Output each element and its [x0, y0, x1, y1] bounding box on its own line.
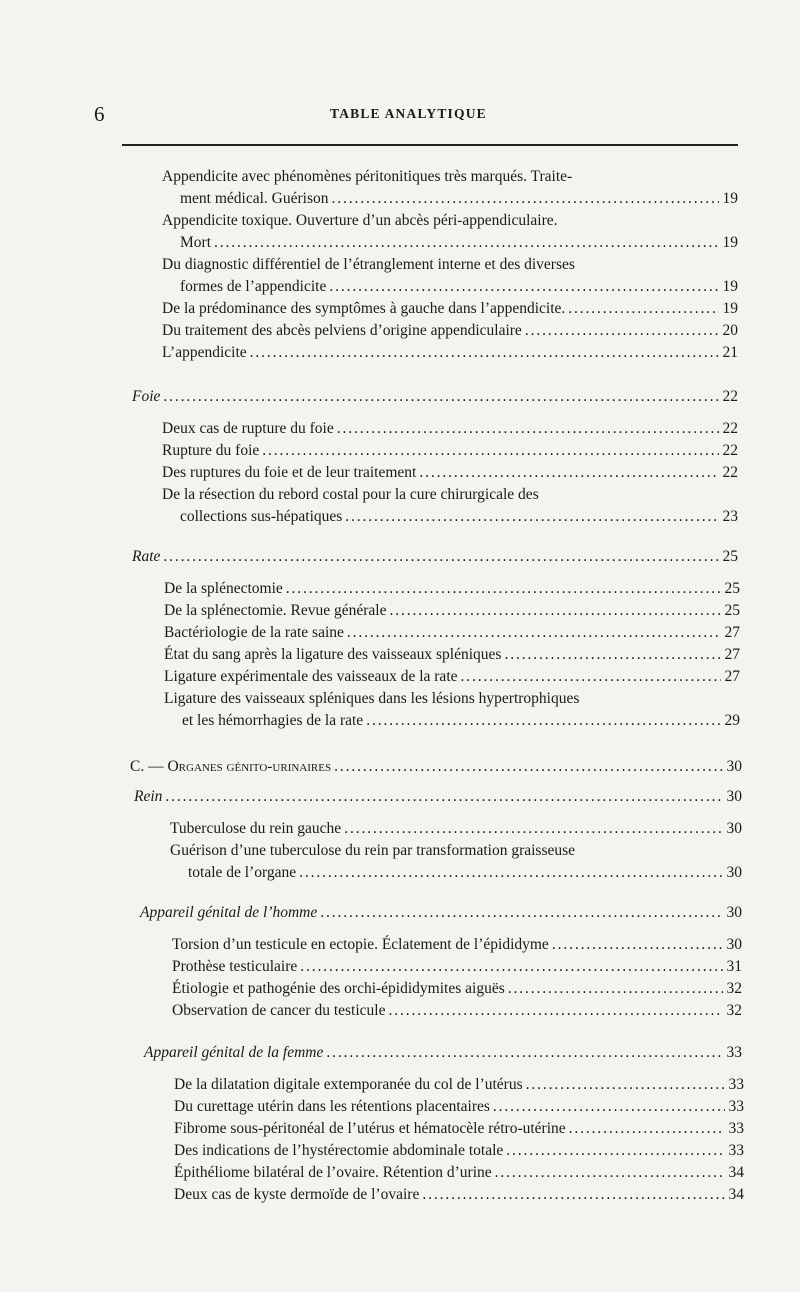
toc-entry-line	[130, 756, 742, 778]
dot-leader	[344, 818, 723, 840]
toc-entry-line	[162, 462, 738, 484]
dot-leader	[299, 862, 723, 884]
toc-page-number: 23	[722, 508, 738, 525]
toc-page-number: 30	[726, 788, 742, 805]
dot-leader	[495, 1162, 725, 1184]
dot-leader	[250, 342, 719, 364]
toc-section-title: Appareil génital de l’homme	[140, 904, 318, 921]
toc-entry	[172, 1000, 742, 1022]
dot-leader	[163, 546, 719, 568]
toc-entry-text: Deux cas de kyste dermoïde de l’ovaire	[174, 1186, 420, 1203]
toc-page-number: 20	[722, 322, 738, 339]
toc-entry-text: Étiologie et pathogénie des orchi-épididymites aiguës	[172, 980, 505, 997]
dot-leader	[334, 756, 723, 778]
dot-leader	[329, 276, 719, 298]
dot-leader	[320, 902, 723, 924]
toc-page-number: 34	[728, 1164, 744, 1181]
toc-entry-line	[162, 440, 738, 462]
toc-entry-text: ment médical. Guérison	[180, 190, 329, 207]
toc-entry	[162, 462, 738, 484]
header-rule	[122, 144, 738, 146]
dot-leader	[214, 232, 719, 254]
toc-entry-text: Deux cas de rupture du foie	[162, 420, 334, 437]
toc-entry	[174, 1140, 744, 1162]
toc-entry	[162, 166, 738, 210]
toc-entry-text: Du curettage utérin dans les rétentions placentaires	[174, 1098, 490, 1115]
toc-page-number: 32	[726, 1002, 742, 1019]
toc-entry-line	[174, 1184, 744, 1206]
toc-page-number: 30	[726, 864, 742, 881]
toc-entry-text: Prothèse testiculaire	[172, 958, 298, 975]
toc-entry-text: Fibrome sous-péritonéal de l’utérus et hématocèle rétro-utérine	[174, 1120, 566, 1137]
dot-leader	[345, 506, 719, 528]
toc-entry	[162, 298, 738, 320]
toc-entry	[132, 386, 738, 408]
toc-entry-text: Du traitement des abcès pelviens d’origine appendiculaire	[162, 322, 522, 339]
dot-leader	[262, 440, 719, 462]
toc-entry	[174, 1096, 744, 1118]
toc-page-number: 33	[728, 1120, 744, 1137]
toc-page-number: 33	[728, 1142, 744, 1159]
running-title: TABLE ANALYTIQUE	[330, 106, 487, 121]
dot-leader	[526, 1074, 725, 1096]
toc-entry-line	[164, 710, 740, 732]
toc-entry	[162, 342, 738, 364]
dot-leader	[300, 956, 723, 978]
toc-entry-line	[174, 1096, 744, 1118]
toc-entry	[164, 622, 740, 644]
toc-entry	[172, 934, 742, 956]
toc-entry-text: Épithéliome bilatéral de l’ovaire. Rétention d’urine	[174, 1164, 492, 1181]
toc-entry-line	[174, 1162, 744, 1184]
toc-entry-first-line: Du diagnostic différentiel de l’étranglement interne et des diverses	[162, 256, 575, 273]
toc-entry	[162, 418, 738, 440]
toc-entry-line	[174, 1140, 744, 1162]
toc-entry-line	[172, 1000, 742, 1022]
toc-page-number: 22	[722, 420, 738, 437]
toc-page-number: 25	[722, 548, 738, 565]
toc-page-number: 27	[724, 624, 740, 641]
toc-entry-line	[172, 934, 742, 956]
toc-entry	[164, 688, 740, 732]
toc-entry-first-line: Ligature des vaisseaux spléniques dans les lésions hypertrophiques	[164, 690, 580, 707]
toc-entry	[162, 254, 738, 298]
dot-leader	[390, 600, 722, 622]
toc-page-number: 29	[724, 712, 740, 729]
toc-page-number: 19	[722, 278, 738, 295]
toc-page-number: 22	[722, 388, 738, 405]
toc-entry-line	[162, 320, 738, 342]
toc-entry-text: Des indications de l’hystérectomie abdominale totale	[174, 1142, 504, 1159]
toc-entry	[164, 578, 740, 600]
dot-leader	[525, 320, 719, 342]
toc-entry-text: Ligature expérimentale des vaisseaux de la rate	[164, 668, 458, 685]
toc-page-number: 25	[724, 580, 740, 597]
toc-page-number: 32	[726, 980, 742, 997]
dot-leader	[461, 666, 721, 688]
toc-page-number: 33	[728, 1076, 744, 1093]
toc-entry-text: Des ruptures du foie et de leur traitement	[162, 464, 417, 481]
toc-entry-line	[144, 1042, 742, 1064]
toc-entry-line	[162, 276, 738, 298]
toc-page-number: 22	[722, 442, 738, 459]
toc-entry	[134, 786, 742, 808]
toc-entry	[174, 1074, 744, 1096]
toc-page-number: 19	[722, 300, 738, 317]
toc-entry-text: État du sang après la ligature des vaisseaux spléniques	[164, 646, 502, 663]
toc-entry-line	[164, 578, 740, 600]
toc-entry-line	[172, 956, 742, 978]
toc-page-number: 19	[722, 234, 738, 251]
toc-entry-line	[174, 1118, 744, 1140]
toc-entry-text: De la dilatation digitale extemporanée du col de l’utérus	[174, 1076, 523, 1093]
toc-entry-line	[164, 666, 740, 688]
toc-page-number: 21	[722, 344, 738, 361]
toc-entry-line	[164, 644, 740, 666]
toc-entry	[172, 956, 742, 978]
dot-leader	[493, 1096, 725, 1118]
dot-leader	[337, 418, 719, 440]
toc-page-number: 30	[726, 758, 742, 775]
dot-leader	[366, 710, 721, 732]
toc-page-number: 22	[722, 464, 738, 481]
toc-entry-text: formes de l’appendicite	[180, 278, 327, 295]
dot-leader	[552, 934, 723, 956]
dot-leader	[165, 786, 723, 808]
toc-entry-first-line: Appendicite avec phénomènes péritonitiques très marqués. Traite-	[162, 168, 573, 185]
toc-entry	[164, 600, 740, 622]
dot-leader	[504, 644, 721, 666]
toc-entry-line	[164, 600, 740, 622]
dot-leader	[326, 1042, 723, 1064]
toc-entry-text: collections sus-hépatiques	[180, 508, 343, 525]
toc-entry-first-line: Appendicite toxique. Ouverture d’un abcès péri-appendiculaire.	[162, 212, 558, 229]
toc-entry	[162, 210, 738, 254]
toc-entry-line	[162, 188, 738, 210]
dot-leader	[506, 1140, 725, 1162]
dot-leader	[568, 298, 719, 320]
toc-entry-text: et les hémorrhagies de la rate	[182, 712, 364, 729]
toc-page-number: 33	[728, 1098, 744, 1115]
toc-entry-line	[164, 622, 740, 644]
toc-group-title: C. — Organes génito-urinaires	[130, 758, 332, 775]
toc-entry-line	[162, 298, 738, 320]
toc-entry	[162, 484, 738, 528]
toc-entry-line	[132, 546, 738, 568]
toc-entry-line	[162, 342, 738, 364]
toc-page-number: 30	[726, 904, 742, 921]
toc-entry-line	[170, 862, 742, 884]
toc-section-title: Foie	[132, 388, 161, 405]
toc-entry-text: Bactériologie de la rate saine	[164, 624, 344, 641]
toc-entry	[140, 902, 742, 924]
toc-page-number: 31	[726, 958, 742, 975]
dot-leader	[419, 462, 719, 484]
toc-entry-line	[132, 386, 738, 408]
dot-leader	[347, 622, 721, 644]
dot-leader	[332, 188, 720, 210]
toc-entry-line	[162, 418, 738, 440]
toc-entry-first-line: De la résection du rebord costal pour la cure chirurgicale des	[162, 486, 539, 503]
toc-entry-line	[162, 506, 738, 528]
toc-entry	[170, 818, 742, 840]
dot-leader	[508, 978, 723, 1000]
toc-entry-text: De la splénectomie	[164, 580, 283, 597]
dot-leader	[388, 1000, 723, 1022]
toc-entry	[170, 840, 742, 884]
toc-entry-text: Tuberculose du rein gauche	[170, 820, 342, 837]
toc-section-title: Rein	[134, 788, 163, 805]
toc-entry-text: Mort	[180, 234, 211, 251]
toc-entry	[174, 1118, 744, 1140]
dot-leader	[422, 1184, 725, 1206]
toc-entry-line	[174, 1074, 744, 1096]
toc-entry	[132, 546, 738, 568]
toc-page-number: 27	[724, 646, 740, 663]
dot-leader	[163, 386, 719, 408]
toc-page-number: 30	[726, 936, 742, 953]
toc-page-number: 34	[728, 1186, 744, 1203]
toc-entry-text: De la splénectomie. Revue générale	[164, 602, 387, 619]
toc-entry-line	[170, 818, 742, 840]
toc-entry	[130, 756, 742, 778]
toc-entry	[162, 440, 738, 462]
toc-page-number: 19	[722, 190, 738, 207]
toc-entry-text: totale de l’organe	[188, 864, 297, 881]
toc-entry-text: L’appendicite	[162, 344, 247, 361]
toc-entry-text: Rupture du foie	[162, 442, 260, 459]
toc-entry-first-line: Guérison d’une tuberculose du rein par transformation graisseuse	[170, 842, 576, 859]
toc-entry	[174, 1162, 744, 1184]
page-number: 6	[94, 102, 105, 126]
toc-entry	[172, 978, 742, 1000]
toc-entry-line	[134, 786, 742, 808]
dot-leader	[286, 578, 721, 600]
toc-page-number: 30	[726, 820, 742, 837]
toc-section-title: Appareil génital de la femme	[144, 1044, 324, 1061]
toc-entry	[144, 1042, 742, 1064]
toc-page-number: 25	[724, 602, 740, 619]
toc-entry-line	[172, 978, 742, 1000]
toc-section-title: Rate	[132, 548, 161, 565]
toc-entry	[164, 644, 740, 666]
toc-entry-text: De la prédominance des symptômes à gauche dans l’appendicite.	[162, 300, 566, 317]
toc-page-number: 33	[726, 1044, 742, 1061]
dot-leader	[569, 1118, 725, 1140]
toc-entry-line	[140, 902, 742, 924]
toc-entry-text: Observation de cancer du testicule	[172, 1002, 386, 1019]
toc-entry-line	[162, 232, 738, 254]
toc-entry	[174, 1184, 744, 1206]
toc-entry-text: Torsion d’un testicule en ectopie. Éclatement de l’épididyme	[172, 936, 549, 953]
toc-entry	[162, 320, 738, 342]
page-header	[0, 98, 800, 128]
toc-entry	[164, 666, 740, 688]
toc-page-number: 27	[724, 668, 740, 685]
